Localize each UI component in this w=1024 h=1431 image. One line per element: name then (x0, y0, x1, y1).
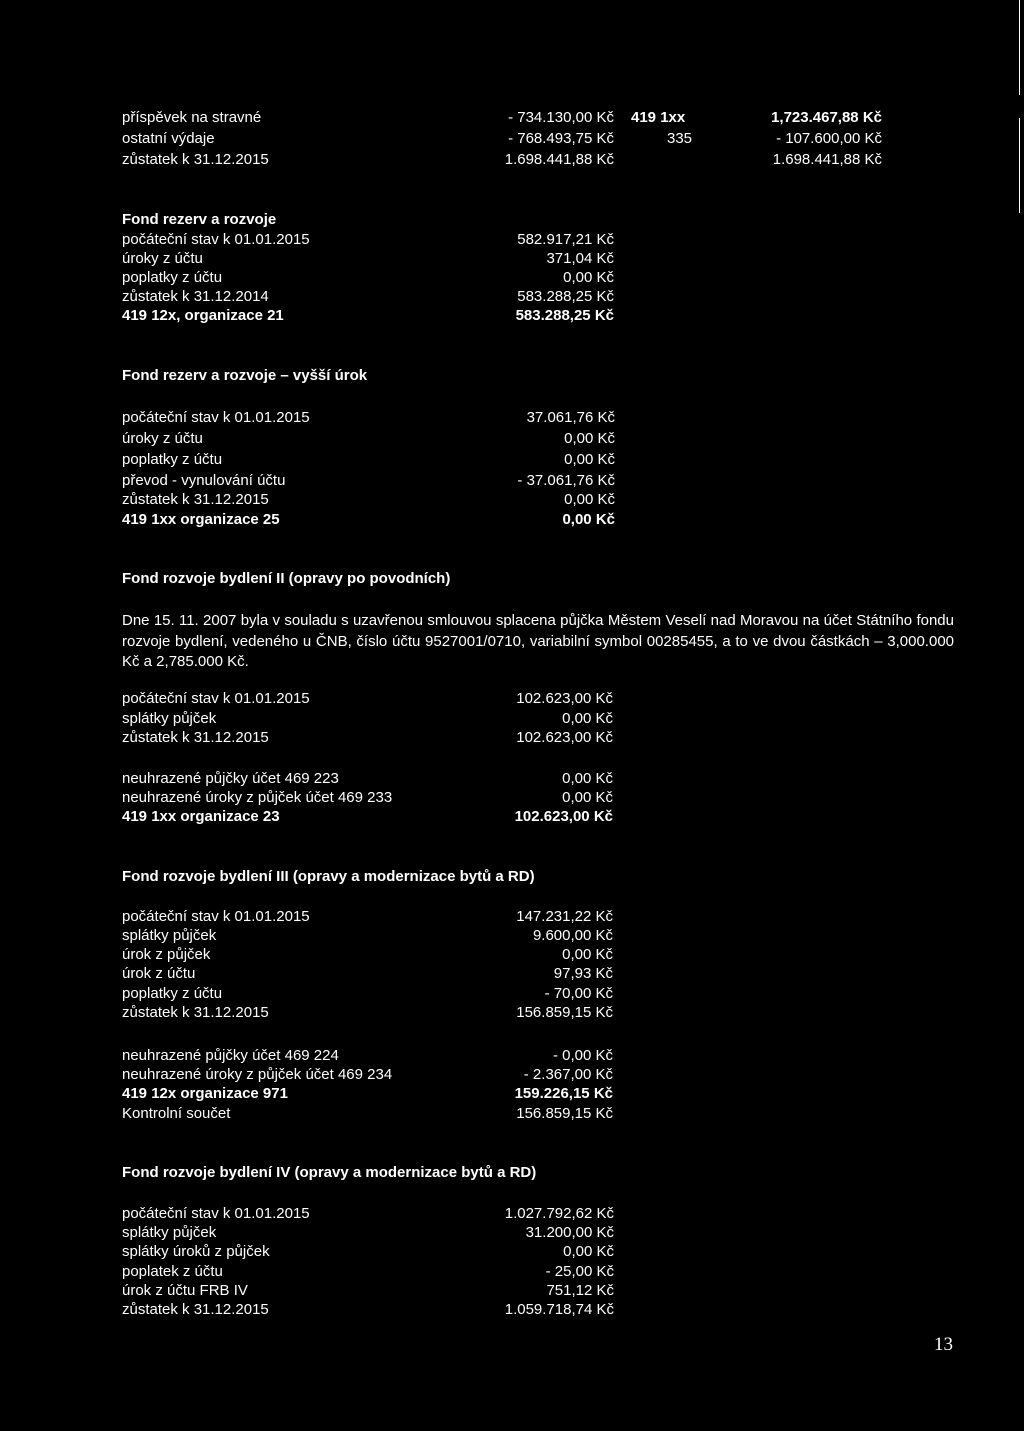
item-value: 0,00 Kč (562, 770, 613, 787)
section-title: Fond rezerv a rozvoje – vyšší úrok (122, 367, 368, 384)
list-item (122, 709, 613, 728)
list-item (122, 728, 613, 747)
item-label: úroky z účtu (122, 430, 203, 447)
scan-edge-line (1019, 118, 1020, 213)
item-label: 419 12x, organizace 21 (122, 307, 284, 324)
row-label: příspěvek na stravné (122, 109, 262, 126)
item-label: splátky půjček (122, 710, 217, 727)
row-account: 335 (667, 130, 693, 147)
item-label: neuhrazené půjčky účet 469 223 (122, 770, 339, 787)
section-title: Fond rozvoje bydlení II (opravy po povodních) (122, 570, 451, 587)
item-label: poplatky z účtu (122, 451, 223, 468)
item-value: 31.200,00 Kč (525, 1224, 614, 1241)
row-balance: 1.698.441,88 Kč (772, 151, 882, 168)
item-value: 0,00 Kč (564, 451, 615, 468)
item-value: 0,00 Kč (563, 1243, 614, 1260)
item-value: 751,12 Kč (546, 1282, 614, 1299)
item-label: Kontrolní součet (122, 1105, 231, 1122)
list-item (122, 1242, 614, 1261)
item-label: počáteční stav k 01.01.2015 (122, 1205, 310, 1222)
page-number: 13 (934, 1334, 953, 1355)
list-item (122, 1281, 614, 1300)
item-value: 0,00 Kč (562, 789, 613, 806)
item-label: počáteční stav k 01.01.2015 (122, 690, 310, 707)
section-title: Fond rozvoje bydlení III (opravy a modernizace bytů a RD) (122, 868, 535, 885)
item-value: 156.859,15 Kč (516, 1004, 613, 1021)
item-value: 0,00 Kč (564, 430, 615, 447)
item-value: 583.288,25 Kč (517, 288, 614, 305)
list-item (122, 429, 615, 448)
list-item (122, 1065, 613, 1084)
section-title: Fond rozvoje bydlení IV (opravy a modernizace bytů a RD) (122, 1164, 537, 1181)
item-label: poplatky z účtu (122, 269, 223, 286)
item-label: splátky úroků z půjček (122, 1243, 270, 1260)
list-item (122, 230, 614, 249)
list-item (122, 1204, 614, 1223)
item-value: 9.600,00 Kč (532, 927, 613, 944)
section-title: Fond rezerv a rozvoje (122, 211, 277, 228)
list-item (122, 1003, 613, 1022)
list-item-total (122, 306, 614, 325)
item-value: 102.623,00 Kč (516, 690, 613, 707)
item-label: 419 1xx organizace 25 (122, 511, 280, 528)
list-item (122, 689, 613, 708)
item-value: - 0,00 Kč (552, 1047, 613, 1064)
list-item (122, 249, 614, 268)
list-item (122, 1223, 614, 1242)
list-item (122, 1104, 613, 1123)
row-account: 419 1xx (631, 109, 686, 126)
item-value: 583.288,25 Kč (515, 307, 614, 324)
item-label: zůstatek k 31.12.2015 (122, 1301, 269, 1318)
item-value: 0,00 Kč (563, 269, 614, 286)
item-value: 582.917,21 Kč (517, 231, 614, 248)
item-label: 419 1xx organizace 23 (122, 808, 280, 825)
list-item (122, 471, 615, 490)
row-balance: - 107.600,00 Kč (776, 130, 882, 147)
item-label: zůstatek k 31.12.2015 (122, 1004, 269, 1021)
item-value: 159.226,15 Kč (514, 1085, 613, 1102)
list-item (122, 1046, 613, 1065)
item-value: 371,04 Kč (546, 250, 614, 267)
item-label: splátky půjček (122, 927, 217, 944)
item-label: poplatky z účtu (122, 985, 223, 1002)
scan-edge-line (1019, 0, 1020, 95)
list-item-total (122, 1084, 613, 1103)
row-amount: 1.698.441,88 Kč (504, 151, 614, 168)
list-item (122, 907, 613, 926)
item-label: neuhrazené úroky z půjček účet 469 233 (122, 789, 393, 806)
item-label: neuhrazené půjčky účet 469 224 (122, 1047, 339, 1064)
item-value: - 25,00 Kč (545, 1263, 614, 1280)
item-value: 0,00 Kč (562, 710, 613, 727)
summary-row (122, 150, 882, 169)
item-label: splátky půjček (122, 1224, 217, 1241)
item-value: 1.027.792,62 Kč (504, 1205, 614, 1222)
list-item (122, 408, 615, 427)
item-value: - 2.367,00 Kč (523, 1066, 613, 1083)
row-amount: - 734.130,00 Kč (508, 109, 614, 126)
item-label: zůstatek k 31.12.2015 (122, 491, 269, 508)
item-label: úrok z účtu FRB IV (122, 1282, 248, 1299)
item-value: 37.061,76 Kč (526, 409, 615, 426)
item-value: - 37.061,76 Kč (517, 472, 615, 489)
row-balance: 1,723.467,88 Kč (771, 109, 882, 126)
list-item (122, 926, 613, 945)
summary-row (122, 108, 882, 127)
list-item (122, 788, 613, 807)
item-value: 97,93 Kč (553, 965, 613, 982)
item-value: - 70,00 Kč (544, 985, 613, 1002)
item-label: počáteční stav k 01.01.2015 (122, 231, 310, 248)
list-item (122, 1262, 614, 1281)
list-item (122, 287, 614, 306)
item-value: 102.623,00 Kč (514, 808, 613, 825)
item-value: 156.859,15 Kč (516, 1105, 613, 1122)
item-value: 102.623,00 Kč (516, 729, 613, 746)
section-paragraph: Dne 15. 11. 2007 byla v souladu s uzavřenou smlouvou splacena půjčka Městem Veselí nad Moravou na účet Státního fondu rozvoje bydlení, vedeného u ČNB, číslo účtu 9527001/0710, variabilní symbol 00285455, a to ve dvou částkách – 3,000.000 Kč a 2,785.000 Kč. (122, 612, 954, 670)
list-item (122, 945, 613, 964)
list-item-total (122, 510, 615, 529)
item-label: zůstatek k 31.12.2014 (122, 288, 269, 305)
list-item (122, 450, 615, 469)
item-value: 0,00 Kč (562, 511, 615, 528)
item-value: 0,00 Kč (564, 491, 615, 508)
list-item (122, 984, 613, 1003)
list-item (122, 964, 613, 983)
row-label: ostatní výdaje (122, 130, 215, 147)
row-label: zůstatek k 31.12.2015 (122, 151, 269, 168)
item-label: úroky z účtu (122, 250, 203, 267)
item-label: 419 12x organizace 971 (122, 1085, 288, 1102)
summary-row (122, 129, 882, 148)
list-item (122, 268, 614, 287)
row-amount: - 768.493,75 Kč (508, 130, 614, 147)
item-value: 147.231,22 Kč (516, 908, 613, 925)
item-label: počáteční stav k 01.01.2015 (122, 908, 310, 925)
item-label: počáteční stav k 01.01.2015 (122, 409, 310, 426)
item-label: zůstatek k 31.12.2015 (122, 729, 269, 746)
item-label: úrok z účtu (122, 965, 196, 982)
item-value: 0,00 Kč (562, 946, 613, 963)
item-label: neuhrazené úroky z půjček účet 469 234 (122, 1066, 393, 1083)
item-label: poplatek z účtu (122, 1263, 223, 1280)
item-value: 1.059.718,74 Kč (504, 1301, 614, 1318)
list-item-total (122, 807, 613, 826)
item-label: úrok z půjček (122, 946, 211, 963)
list-item (122, 490, 615, 509)
item-label: převod - vynulování účtu (122, 472, 286, 489)
list-item (122, 1300, 614, 1319)
list-item (122, 769, 613, 788)
